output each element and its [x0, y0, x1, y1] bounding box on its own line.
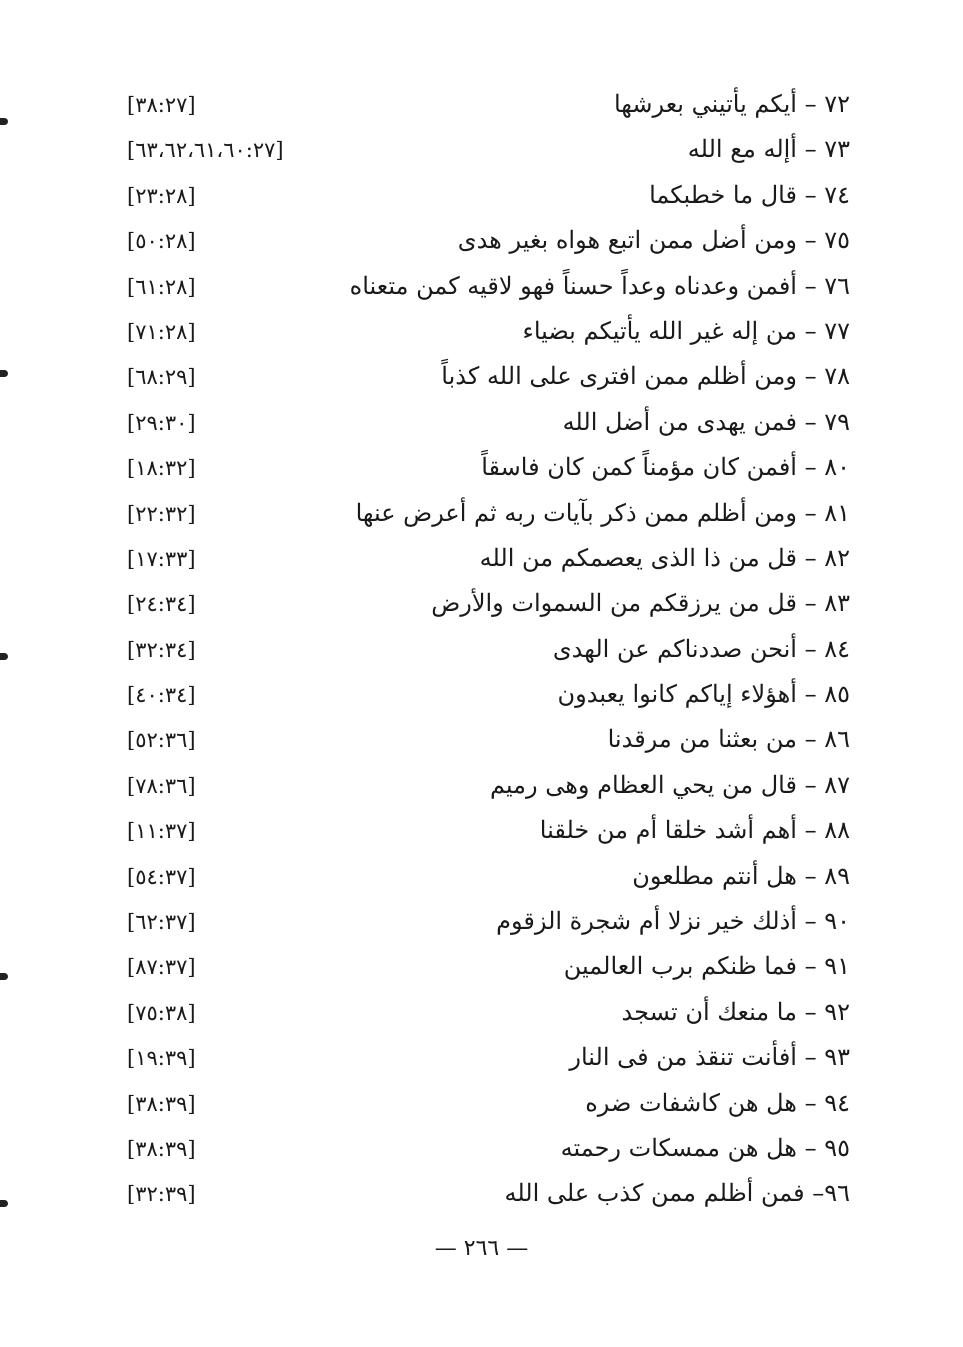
list-item	[0, 990, 963, 1035]
list-item	[0, 1171, 963, 1216]
entry-text: ٨١ – ومن أظلم ممن ذكر بآيات ربه ثم أعرض عنها	[355, 498, 850, 527]
entry-reference: [٣٨:٣٩]	[127, 1091, 196, 1116]
list-item	[0, 354, 963, 399]
list-item	[0, 717, 963, 762]
list-item	[0, 445, 963, 490]
entry-text: ٨٥ – أهؤلاء إياكم كانوا يعبدون	[557, 680, 850, 709]
entry-text: ٧٢ – أيكم يأتيني بعرشها	[613, 90, 850, 118]
entry-text: ٩٦– فمن أظلم ممن كذب على الله	[504, 1179, 850, 1208]
entry-text: ٨٨ – أهم أشد خلقا أم من خلقنا	[539, 816, 850, 845]
entry-list	[0, 82, 963, 1217]
list-item	[0, 1035, 963, 1080]
list-item	[0, 264, 963, 309]
entry-text: ٩٥ – هل هن ممسكات رحمته	[560, 1133, 850, 1162]
entry-text: ٩٤ – هل هن كاشفات ضره	[585, 1088, 850, 1117]
list-item	[0, 491, 963, 536]
list-item	[0, 763, 963, 808]
entry-reference: [٣٢:٣٩]	[127, 1182, 196, 1207]
list-item	[0, 854, 963, 899]
list-item	[0, 672, 963, 717]
page-number: — ٢٦٦ —	[434, 1236, 529, 1261]
entry-reference: [٥٠:٢٨]	[127, 229, 196, 254]
list-item	[0, 127, 963, 172]
entry-reference: [١٨:٣٢]	[127, 456, 196, 481]
entry-text: ٧٧ – من إله غير الله يأتيكم بضياء	[522, 316, 850, 345]
entry-text: ٧٨ – ومن أظلم ممن افترى على الله كذباً	[441, 362, 850, 391]
entry-text: ٩٢ – ما منعك أن تسجد	[621, 997, 850, 1026]
entry-text: ٩٠ – أذلك خير نزلا أم شجرة الزقوم	[496, 907, 850, 936]
entry-reference: [٧٥:٣٨]	[127, 1000, 196, 1025]
list-item	[0, 400, 963, 445]
entry-text: ٨٤ – أنحن صددناكم عن الهدى	[552, 634, 850, 663]
entry-text: ٨٣ – قل من يرزقكم من السموات والأرض	[431, 589, 850, 618]
entry-reference: [٧٨:٣٦]	[127, 773, 196, 798]
entry-text: ٧٤ – قال ما خطبكما	[649, 180, 850, 209]
list-item	[0, 536, 963, 581]
entry-reference: [٢٣:٢٨]	[127, 183, 196, 208]
entry-text: ٩٣ – أفأنت تنقذ من فى النار	[569, 1043, 850, 1072]
list-item	[0, 627, 963, 672]
list-item	[0, 581, 963, 626]
entry-text: ٧٣ – أإله مع الله	[687, 135, 850, 164]
list-item	[0, 808, 963, 853]
entry-reference: [١٧:٣٣]	[127, 546, 196, 571]
entry-reference: [٦٨:٢٩]	[127, 365, 196, 390]
entry-reference: [٢٢:٣٢]	[127, 501, 196, 526]
entry-reference: [٢٩:٣٠]	[127, 410, 196, 435]
entry-reference: [٣٨:٣٩]	[127, 1136, 196, 1161]
entry-text: ٨٩ – هل أنتم مطلعون	[632, 861, 850, 890]
list-item	[0, 899, 963, 944]
entry-text: ٨٠ – أفمن كان مؤمناً كمن كان فاسقاً	[481, 453, 850, 482]
entry-text: ٨٢ – قل من ذا الذى يعصمكم من الله	[479, 543, 850, 572]
entry-text: ٩١ – فما ظنكم برب العالمين	[563, 952, 850, 981]
entry-reference: [١١:٣٧]	[127, 819, 196, 844]
entry-text: ٧٦ – أفمن وعدناه وعداً حسناً فهو لاقيه كمن متعناه	[349, 271, 850, 300]
list-item	[0, 1126, 963, 1171]
entry-reference: [٢٤:٣٤]	[127, 592, 196, 617]
entry-reference: [٦١:٢٨]	[127, 274, 196, 299]
entry-reference: [٧١:٢٨]	[127, 319, 196, 344]
entry-reference: [٥٤:٣٧]	[127, 864, 196, 889]
list-item	[0, 82, 963, 127]
entry-reference: [٦٣،٦٢،٦١،٦٠:٢٧]	[127, 138, 284, 163]
entry-text: ٨٦ – من بعثنا من مرقدنا	[607, 725, 850, 754]
entry-reference: [٣٨:٢٧]	[127, 93, 196, 117]
list-item	[0, 173, 963, 218]
entry-reference: [٨٧:٣٧]	[127, 955, 196, 980]
list-item	[0, 1081, 963, 1126]
entry-text: ٧٥ – ومن أضل ممن اتبع هواه بغير هدى	[457, 226, 850, 255]
list-item	[0, 944, 963, 989]
entry-text: ٧٩ – فمن يهدى من أضل الله	[562, 407, 850, 436]
entry-reference: [٤٠:٣٤]	[127, 683, 196, 708]
entry-reference: [٣٢:٣٤]	[127, 637, 196, 662]
entry-reference: [٦٢:٣٧]	[127, 910, 196, 935]
entry-reference: [٥٢:٣٦]	[127, 728, 196, 753]
entry-text: ٨٧ – قال من يحي العظام وهى رميم	[489, 770, 850, 799]
list-item	[0, 309, 963, 354]
list-item	[0, 218, 963, 263]
entry-reference: [١٩:٣٩]	[127, 1046, 196, 1071]
